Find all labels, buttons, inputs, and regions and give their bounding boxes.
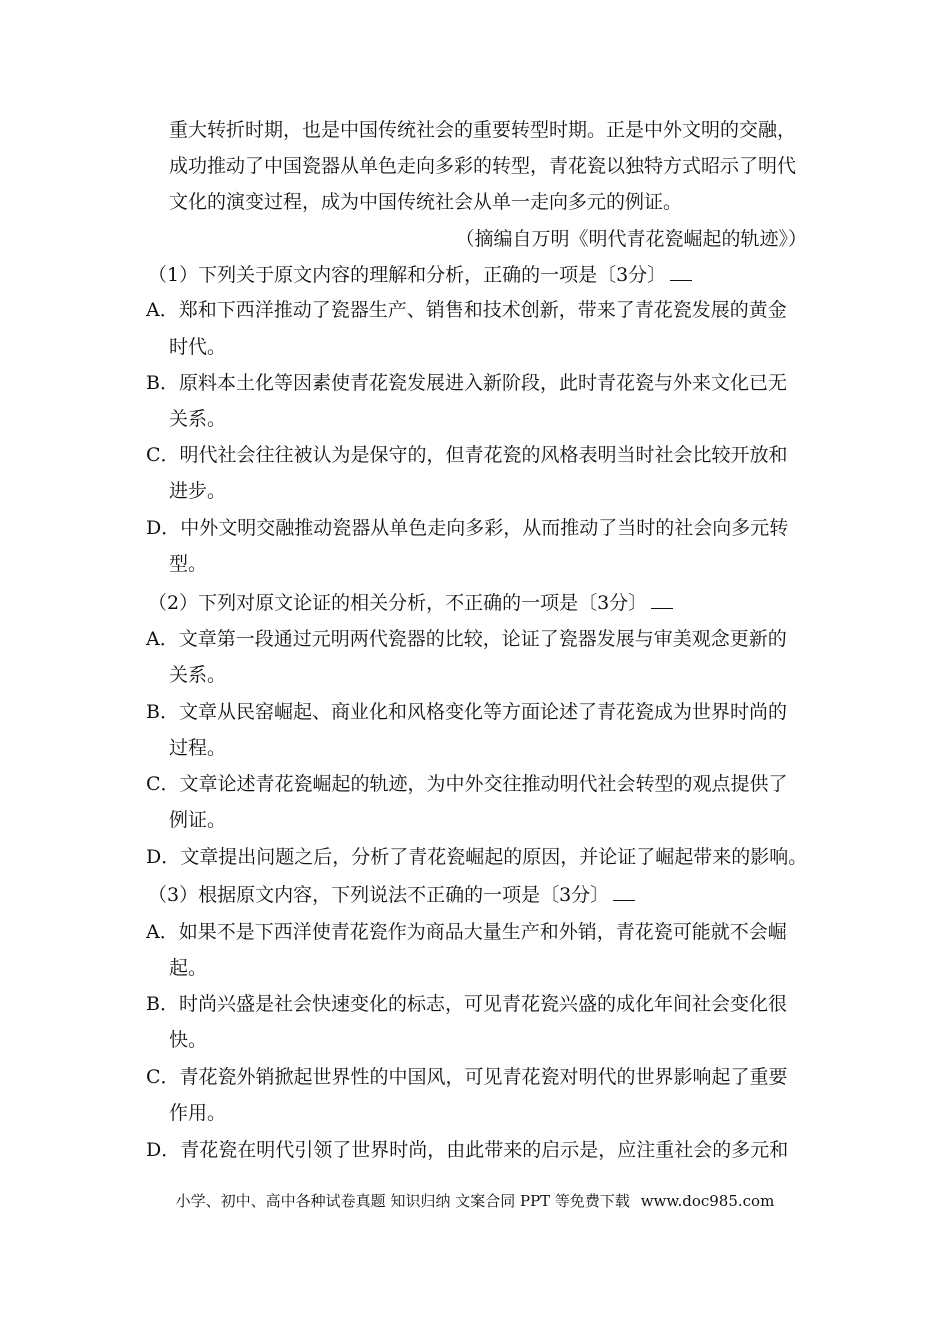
question-stem: （1）下列关于原文内容的理解和分析，正确的一项是〔3分〕 xyxy=(148,262,692,287)
option-a: A．如果不是下西洋使青花瓷作为商品大量生产和外销，青花瓷可能就不会崛 xyxy=(146,921,787,943)
passage-line: 成功推动了中国瓷器从单色走向多彩的转型，青花瓷以独特方式昭示了明代 xyxy=(169,155,797,177)
option-b: B．文章从民窑崛起、商业化和风格变化等方面论述了青花瓷成为世界时尚的 xyxy=(146,701,787,723)
question-stem: （3）根据原文内容，下列说法不正确的一项是〔3分〕 xyxy=(148,882,635,907)
footer-link[interactable]: www.doc985.com xyxy=(640,1192,775,1210)
footer-text: 小学、初中、高中各种试卷真题 知识归纳 文案合同 PPT 等免费下载 xyxy=(175,1192,630,1210)
option-b-cont: 过程。 xyxy=(169,737,227,759)
option-b-cont: 关系。 xyxy=(169,408,227,430)
option-c-cont: 进步。 xyxy=(169,480,227,502)
answer-blank[interactable] xyxy=(651,590,673,609)
option-d: D．青花瓷在明代引领了世界时尚，由此带来的启示是，应注重社会的多元和 xyxy=(146,1139,789,1161)
passage-line: 文化的演变过程，成为中国传统社会从单一走向多元的例证。 xyxy=(169,191,683,213)
option-c-cont: 作用。 xyxy=(169,1102,227,1124)
option-d: D．中外文明交融推动瓷器从单色走向多彩，从而推动了当时的社会向多元转 xyxy=(146,517,789,539)
option-d: D．文章提出问题之后，分析了青花瓷崛起的原因，并论证了崛起带来的影响。 xyxy=(146,846,808,868)
answer-blank[interactable] xyxy=(613,882,635,901)
option-b-cont: 快。 xyxy=(169,1029,208,1051)
page-footer xyxy=(0,1191,950,1211)
option-a: A．文章第一段通过元明两代瓷器的比较，论证了瓷器发展与审美观念更新的 xyxy=(146,628,787,650)
passage-line: 重大转折时期，也是中国传统社会的重要转型时期。正是中外文明的交融， xyxy=(169,119,797,141)
question-stem: （2）下列对原文论证的相关分析，不正确的一项是〔3分〕 xyxy=(148,590,673,615)
option-a-cont: 关系。 xyxy=(169,664,227,686)
option-c: C．文章论述青花瓷崛起的轨迹，为中外交往推动明代社会转型的观点提供了 xyxy=(146,773,788,795)
option-d-cont: 型。 xyxy=(169,553,208,575)
option-a-cont: 时代。 xyxy=(169,336,227,358)
option-c: C．青花瓷外销掀起世界性的中国风，可见青花瓷对明代的世界影响起了重要 xyxy=(146,1066,788,1088)
option-b: B．时尚兴盛是社会快速变化的标志，可见青花瓷兴盛的成化年间社会变化很 xyxy=(146,993,787,1015)
option-b: B．原料本土化等因素使青花瓷发展进入新阶段，此时青花瓷与外来文化已无 xyxy=(146,372,787,394)
option-c: C．明代社会往往被认为是保守的，但青花瓷的风格表明当时社会比较开放和 xyxy=(146,444,788,466)
option-c-cont: 例证。 xyxy=(169,809,227,831)
option-a-cont: 起。 xyxy=(169,957,208,979)
answer-blank[interactable] xyxy=(670,262,692,281)
passage-source: （摘编自万明《明代青花瓷崛起的轨迹》） xyxy=(455,228,807,250)
option-a: A．郑和下西洋推动了瓷器生产、销售和技术创新，带来了青花瓷发展的黄金 xyxy=(146,299,787,321)
